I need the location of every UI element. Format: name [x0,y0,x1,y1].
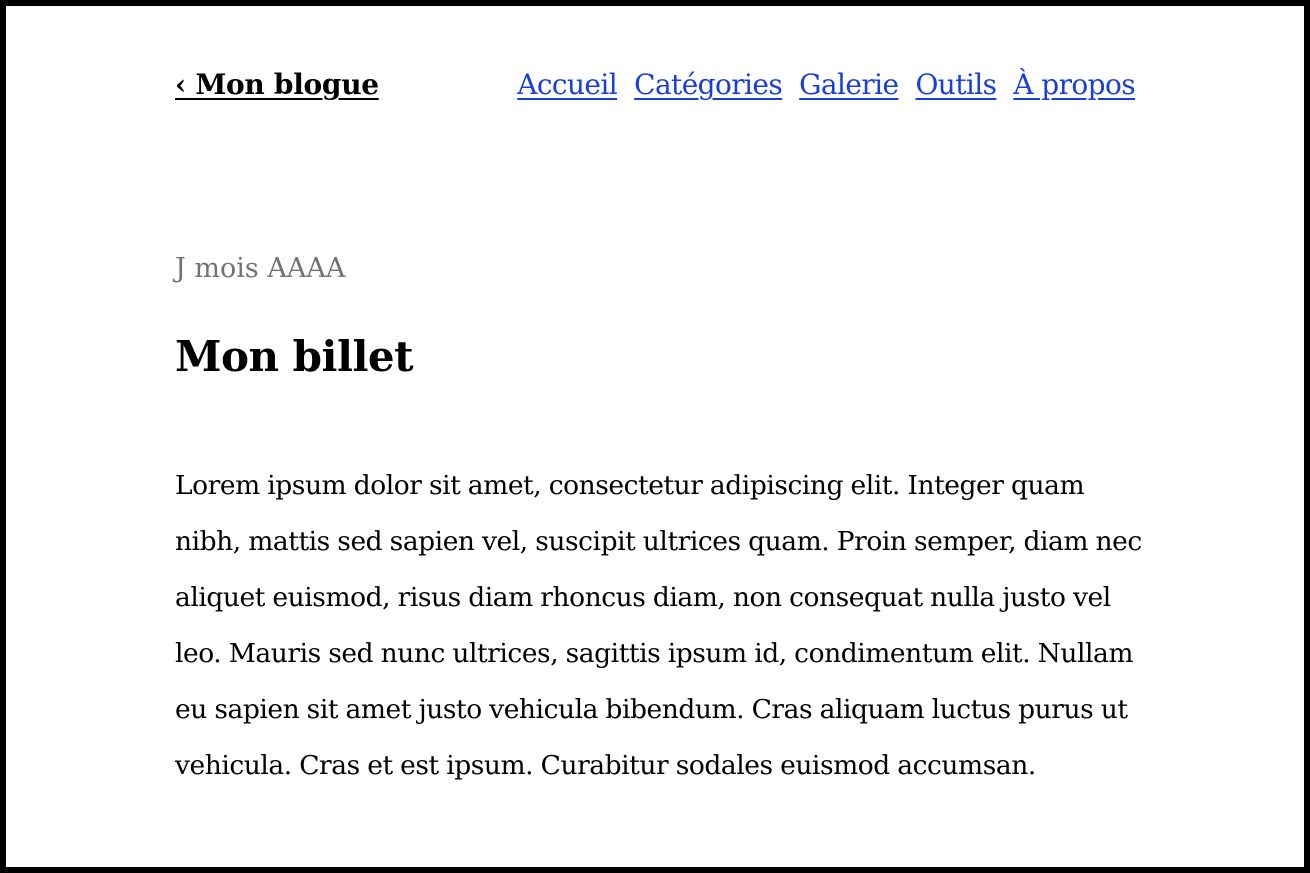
page-frame [6,6,1304,867]
post-body: Lorem ipsum dolor sit amet, consectetur adipiscing elit. Integer quam nibh, mattis sed sapien vel, suscipit ultrices quam. Proin semper, diam nec aliquet euismod, risus diam rhoncus diam, non consequat nulla justo vel leo. Mauris sed nunc ultrices, sagittis ipsum id, condimentum elit. Nullam eu sapien sit amet justo vehicula bibendum. Cras aliquam luctus purus ut vehicula. Cras et est ipsum. Curabitur sodales euismod accumsan. [175,470,1142,781]
nav-link-categories[interactable]: Catégories [634,68,783,101]
post-date: J mois AAAA [175,253,346,284]
home-link[interactable]: ‹ Mon blogue [175,68,379,101]
nav-link-accueil[interactable]: Accueil [517,68,618,101]
nav-link-galerie[interactable]: Galerie [799,68,899,101]
nav-link-a-propos[interactable]: À propos [1013,68,1135,101]
post-title: Mon billet [175,332,414,381]
site-header [175,68,1135,108]
nav-link-outils[interactable]: Outils [915,68,997,101]
main-nav [517,68,1135,101]
